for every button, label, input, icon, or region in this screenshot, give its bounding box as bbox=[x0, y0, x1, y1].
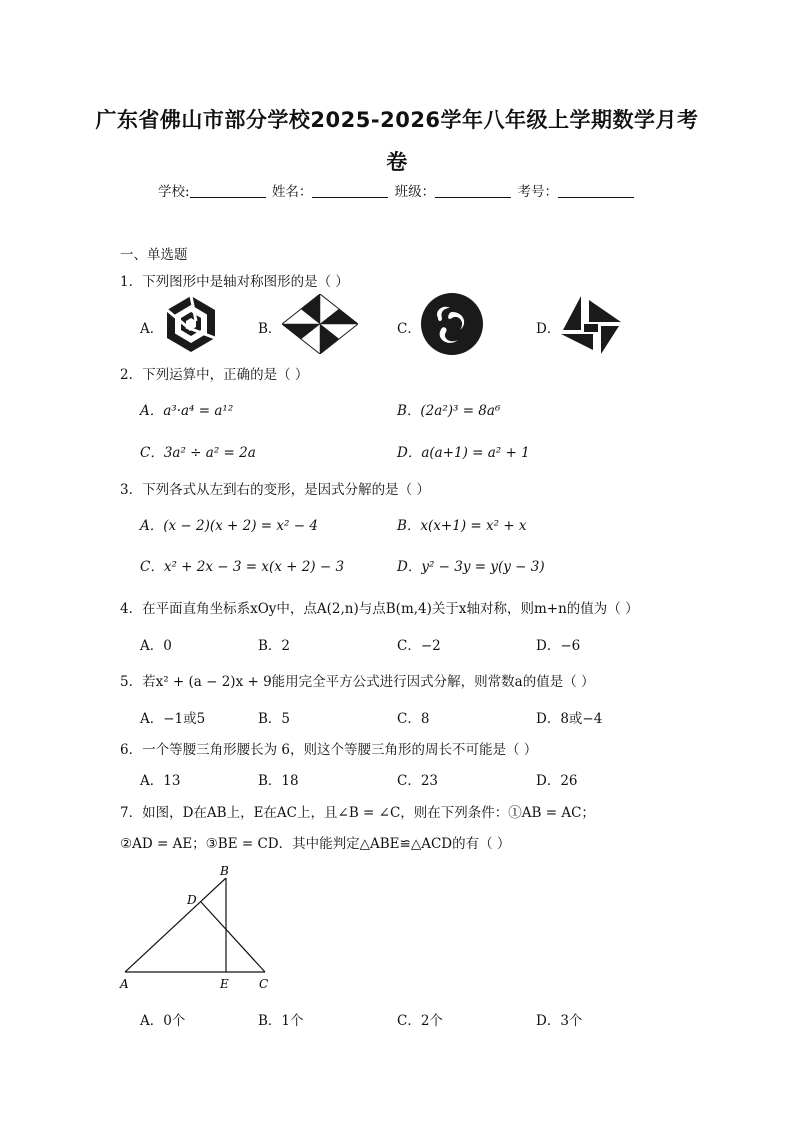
label-e: E bbox=[220, 977, 229, 991]
question-7-stem-line2: ②AD = AE；③BE = CD．其中能判定△ABE≌△ACD的有（ ） bbox=[120, 836, 511, 852]
q4-option-b[interactable]: B．2 bbox=[258, 638, 291, 654]
q6-option-d[interactable]: D．26 bbox=[536, 773, 578, 789]
name-blank[interactable] bbox=[312, 183, 388, 198]
school-label: 学校: bbox=[158, 184, 190, 200]
q7-option-d[interactable]: D．3个 bbox=[536, 1013, 583, 1029]
question-3-stem: 3．下列各式从左到右的变形，是因式分解的是（ ） bbox=[120, 482, 430, 498]
question-2-stem: 2．下列运算中，正确的是（ ） bbox=[120, 367, 309, 383]
q6-option-a[interactable]: A．13 bbox=[140, 773, 181, 789]
swirl-circle-figure-icon bbox=[420, 292, 484, 356]
q3-option-c[interactable]: C．x² + 2x − 3 = x(x + 2) − 3 bbox=[140, 559, 345, 575]
q2-option-d[interactable]: D．a(a+1) = a² + 1 bbox=[397, 445, 530, 461]
label-c: C bbox=[259, 977, 269, 991]
question-6-stem: 6．一个等腰三角形腰长为 6，则这个等腰三角形的周长不可能是（ ） bbox=[120, 742, 538, 758]
question-1-stem: 1．下列图形中是轴对称图形的是（ ） bbox=[120, 274, 349, 290]
label-a: A bbox=[120, 977, 129, 991]
hexagon-knot-figure-icon bbox=[160, 293, 222, 355]
exam-title-line2: 卷 bbox=[386, 150, 408, 174]
section-heading: 一、单选题 bbox=[120, 247, 188, 263]
q2-option-a[interactable]: A．a³·a⁴ = a¹² bbox=[140, 403, 234, 419]
q2-option-b[interactable]: B．(2a²)³ = 8a⁶ bbox=[397, 403, 501, 419]
q1-option-c[interactable]: C． bbox=[397, 321, 421, 337]
q4-option-a[interactable]: A．0 bbox=[140, 638, 172, 654]
number-label: 考号： bbox=[517, 184, 558, 200]
number-blank[interactable] bbox=[558, 183, 634, 198]
school-blank[interactable] bbox=[190, 183, 266, 198]
q2-option-c[interactable]: C．3a² ÷ a² = 2a bbox=[140, 445, 256, 461]
rotating-triangles-figure-icon bbox=[559, 294, 623, 356]
q7-option-b[interactable]: B．1个 bbox=[258, 1013, 304, 1029]
question-4-stem: 4．在平面直角坐标系xOy中，点A(2,n)与点B(m,4)关于x轴对称，则m+n的值为（ ） bbox=[120, 601, 639, 617]
q5-option-d[interactable]: D．8或−4 bbox=[536, 711, 603, 727]
label-b: B bbox=[220, 864, 229, 878]
q1-option-d[interactable]: D． bbox=[536, 321, 561, 337]
triangle-geometry-figure bbox=[116, 860, 276, 994]
q6-option-b[interactable]: B．18 bbox=[258, 773, 299, 789]
q1-option-a[interactable]: A． bbox=[140, 321, 164, 337]
q3-option-a[interactable]: A．(x − 2)(x + 2) = x² − 4 bbox=[140, 518, 318, 534]
q4-option-d[interactable]: D．−6 bbox=[536, 638, 581, 654]
class-label: 班级： bbox=[394, 184, 436, 200]
q6-option-c[interactable]: C．23 bbox=[397, 773, 439, 789]
q3-option-b[interactable]: B．x(x+1) = x² + x bbox=[397, 518, 527, 534]
student-info-line bbox=[0, 180, 794, 200]
q4-option-c[interactable]: C．−2 bbox=[397, 638, 441, 654]
q3-option-d[interactable]: D．y² − 3y = y(y − 3) bbox=[397, 559, 545, 575]
pinwheel-diamond-figure-icon bbox=[282, 294, 358, 354]
q5-option-a[interactable]: A．−1或5 bbox=[140, 711, 206, 727]
q7-option-c[interactable]: C．2个 bbox=[397, 1013, 443, 1029]
q7-option-a[interactable]: A．0个 bbox=[140, 1013, 186, 1029]
name-label: 姓名： bbox=[271, 184, 313, 200]
q5-option-c[interactable]: C．8 bbox=[397, 711, 430, 727]
class-blank[interactable] bbox=[435, 183, 511, 198]
question-7-stem: 7．如图，D在AB上，E在AC上，且∠B = ∠C，则在下列条件：①AB = AC； bbox=[120, 805, 595, 821]
label-d: D bbox=[187, 893, 197, 907]
exam-title-line1: 广东省佛山市部分学校2025-2026学年八年级上学期数学月考 bbox=[95, 108, 699, 132]
question-5-stem: 5．若x² + (a − 2)x + 9能用完全平方公式进行因式分解，则常数a的值是（ ） bbox=[120, 674, 595, 690]
q5-option-b[interactable]: B．5 bbox=[258, 711, 291, 727]
q1-option-b[interactable]: B． bbox=[258, 321, 282, 337]
